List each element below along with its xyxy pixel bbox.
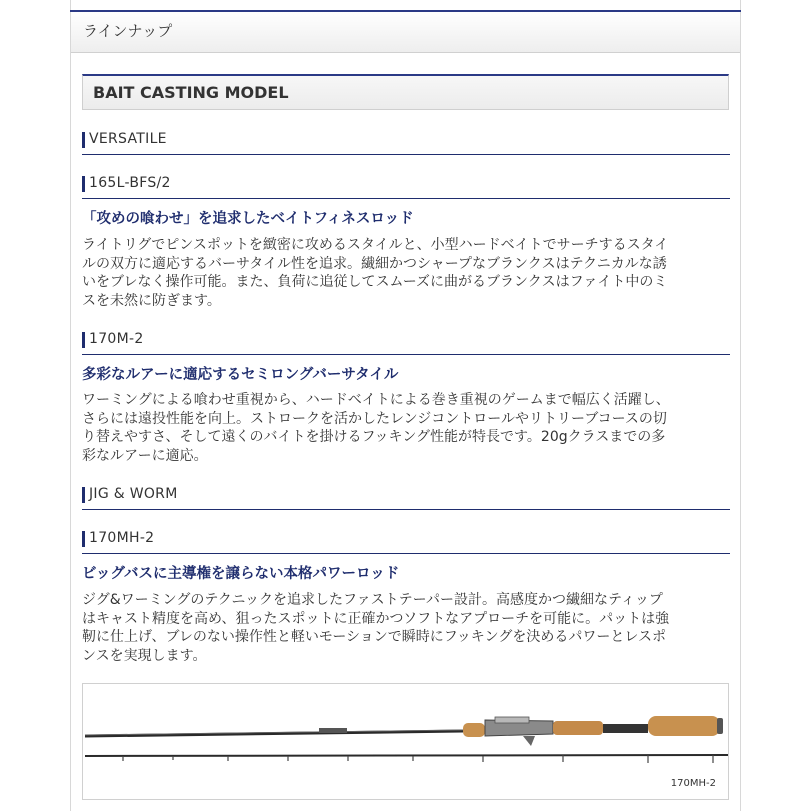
rod-decal [319, 728, 347, 733]
product-name: 170MH-2 [89, 530, 155, 546]
rod-blank-butt [85, 731, 463, 736]
description-line: 彩なルアーに適応。 [82, 447, 208, 464]
product-name: 170M-2 [89, 331, 144, 347]
product-description [82, 591, 730, 665]
bait-casting-model-box [82, 74, 729, 110]
product-170mh2 [82, 529, 730, 554]
category-jig-worm [82, 485, 730, 510]
category-versatile [82, 130, 730, 155]
category-versatile-label: VERSATILE [89, 131, 167, 147]
rod-image-caption: 170MH-2 [670, 778, 716, 789]
product-170m2 [82, 330, 730, 355]
model-title: BAIT CASTING MODEL [93, 83, 289, 102]
trigger [523, 736, 535, 746]
category-jig-worm-label: JIG & WORM [89, 486, 178, 502]
lineup-header [71, 12, 740, 53]
description-line: ライトリグでピンスポットを緻密に攻めるスタイルと、小型ハードベイトでサーチするスタイ [82, 237, 669, 253]
rod-blank-tip [85, 755, 728, 756]
description-line: ジグ&ワーミングのテクニックを追求したファストテーパー設計。高感度かつ繊細なティップ [82, 592, 663, 608]
description-line: ンスを実現します。 [82, 647, 207, 664]
product-description [82, 236, 730, 310]
butt-grip-cork [648, 716, 720, 736]
rear-grip-cork [553, 721, 603, 735]
reel-seat-hood [495, 717, 529, 723]
rod-illustration [83, 684, 728, 799]
description-line: 靭に仕上げ、ブレのない操作性と軽いモーションで瞬時にフッキングを決めるパワーとレスポ [82, 629, 666, 645]
product-headline: 多彩なルアーに適応するセミロングバーサタイル [82, 367, 399, 383]
product-165l-bfs2 [82, 174, 730, 199]
description-line: さらには遠投性能を向上。ストロークを活かしたレンジコントロールやリトリーブコースの切 [82, 410, 667, 427]
product-description [82, 391, 730, 465]
fore-grip-cork [463, 723, 485, 737]
rod-product-image [82, 683, 729, 800]
product-headline: 「攻めの喰わせ」を追求したベイトフィネスロッド [82, 211, 414, 227]
butt-cap [717, 718, 723, 734]
grip-shaft [603, 724, 648, 733]
description-line: いをブレなく操作可能。また、負荷に追従してスムーズに曲がるブランクスはファイト中のミ [82, 274, 668, 290]
description-line: はキャスト精度を高め、狙ったスポットに正確かつソフトなアプローチを可能に。パットは強 [82, 610, 670, 627]
description-line: ワーミングによる喰わせ重視から、ハードベイトによる巻き重視のゲームまで幅広く活躍し、 [82, 392, 670, 408]
description-line: り替えやすさ、そして遠くのバイトを掛けるフッキング性能が特長です。20gクラスまでの多 [82, 429, 666, 445]
product-name: 165L-BFS/2 [89, 175, 171, 191]
product-headline: ビッグバスに主導権を譲らない本格パワーロッド [82, 566, 400, 582]
description-line: ルの双方に適応するバーサタイル性を追求。繊細かつシャープなブランクスはテクニカルな誘 [82, 255, 667, 272]
lineup-title: ラインナップ [83, 22, 173, 40]
description-line: スを未然に防ぎます。 [82, 292, 221, 309]
